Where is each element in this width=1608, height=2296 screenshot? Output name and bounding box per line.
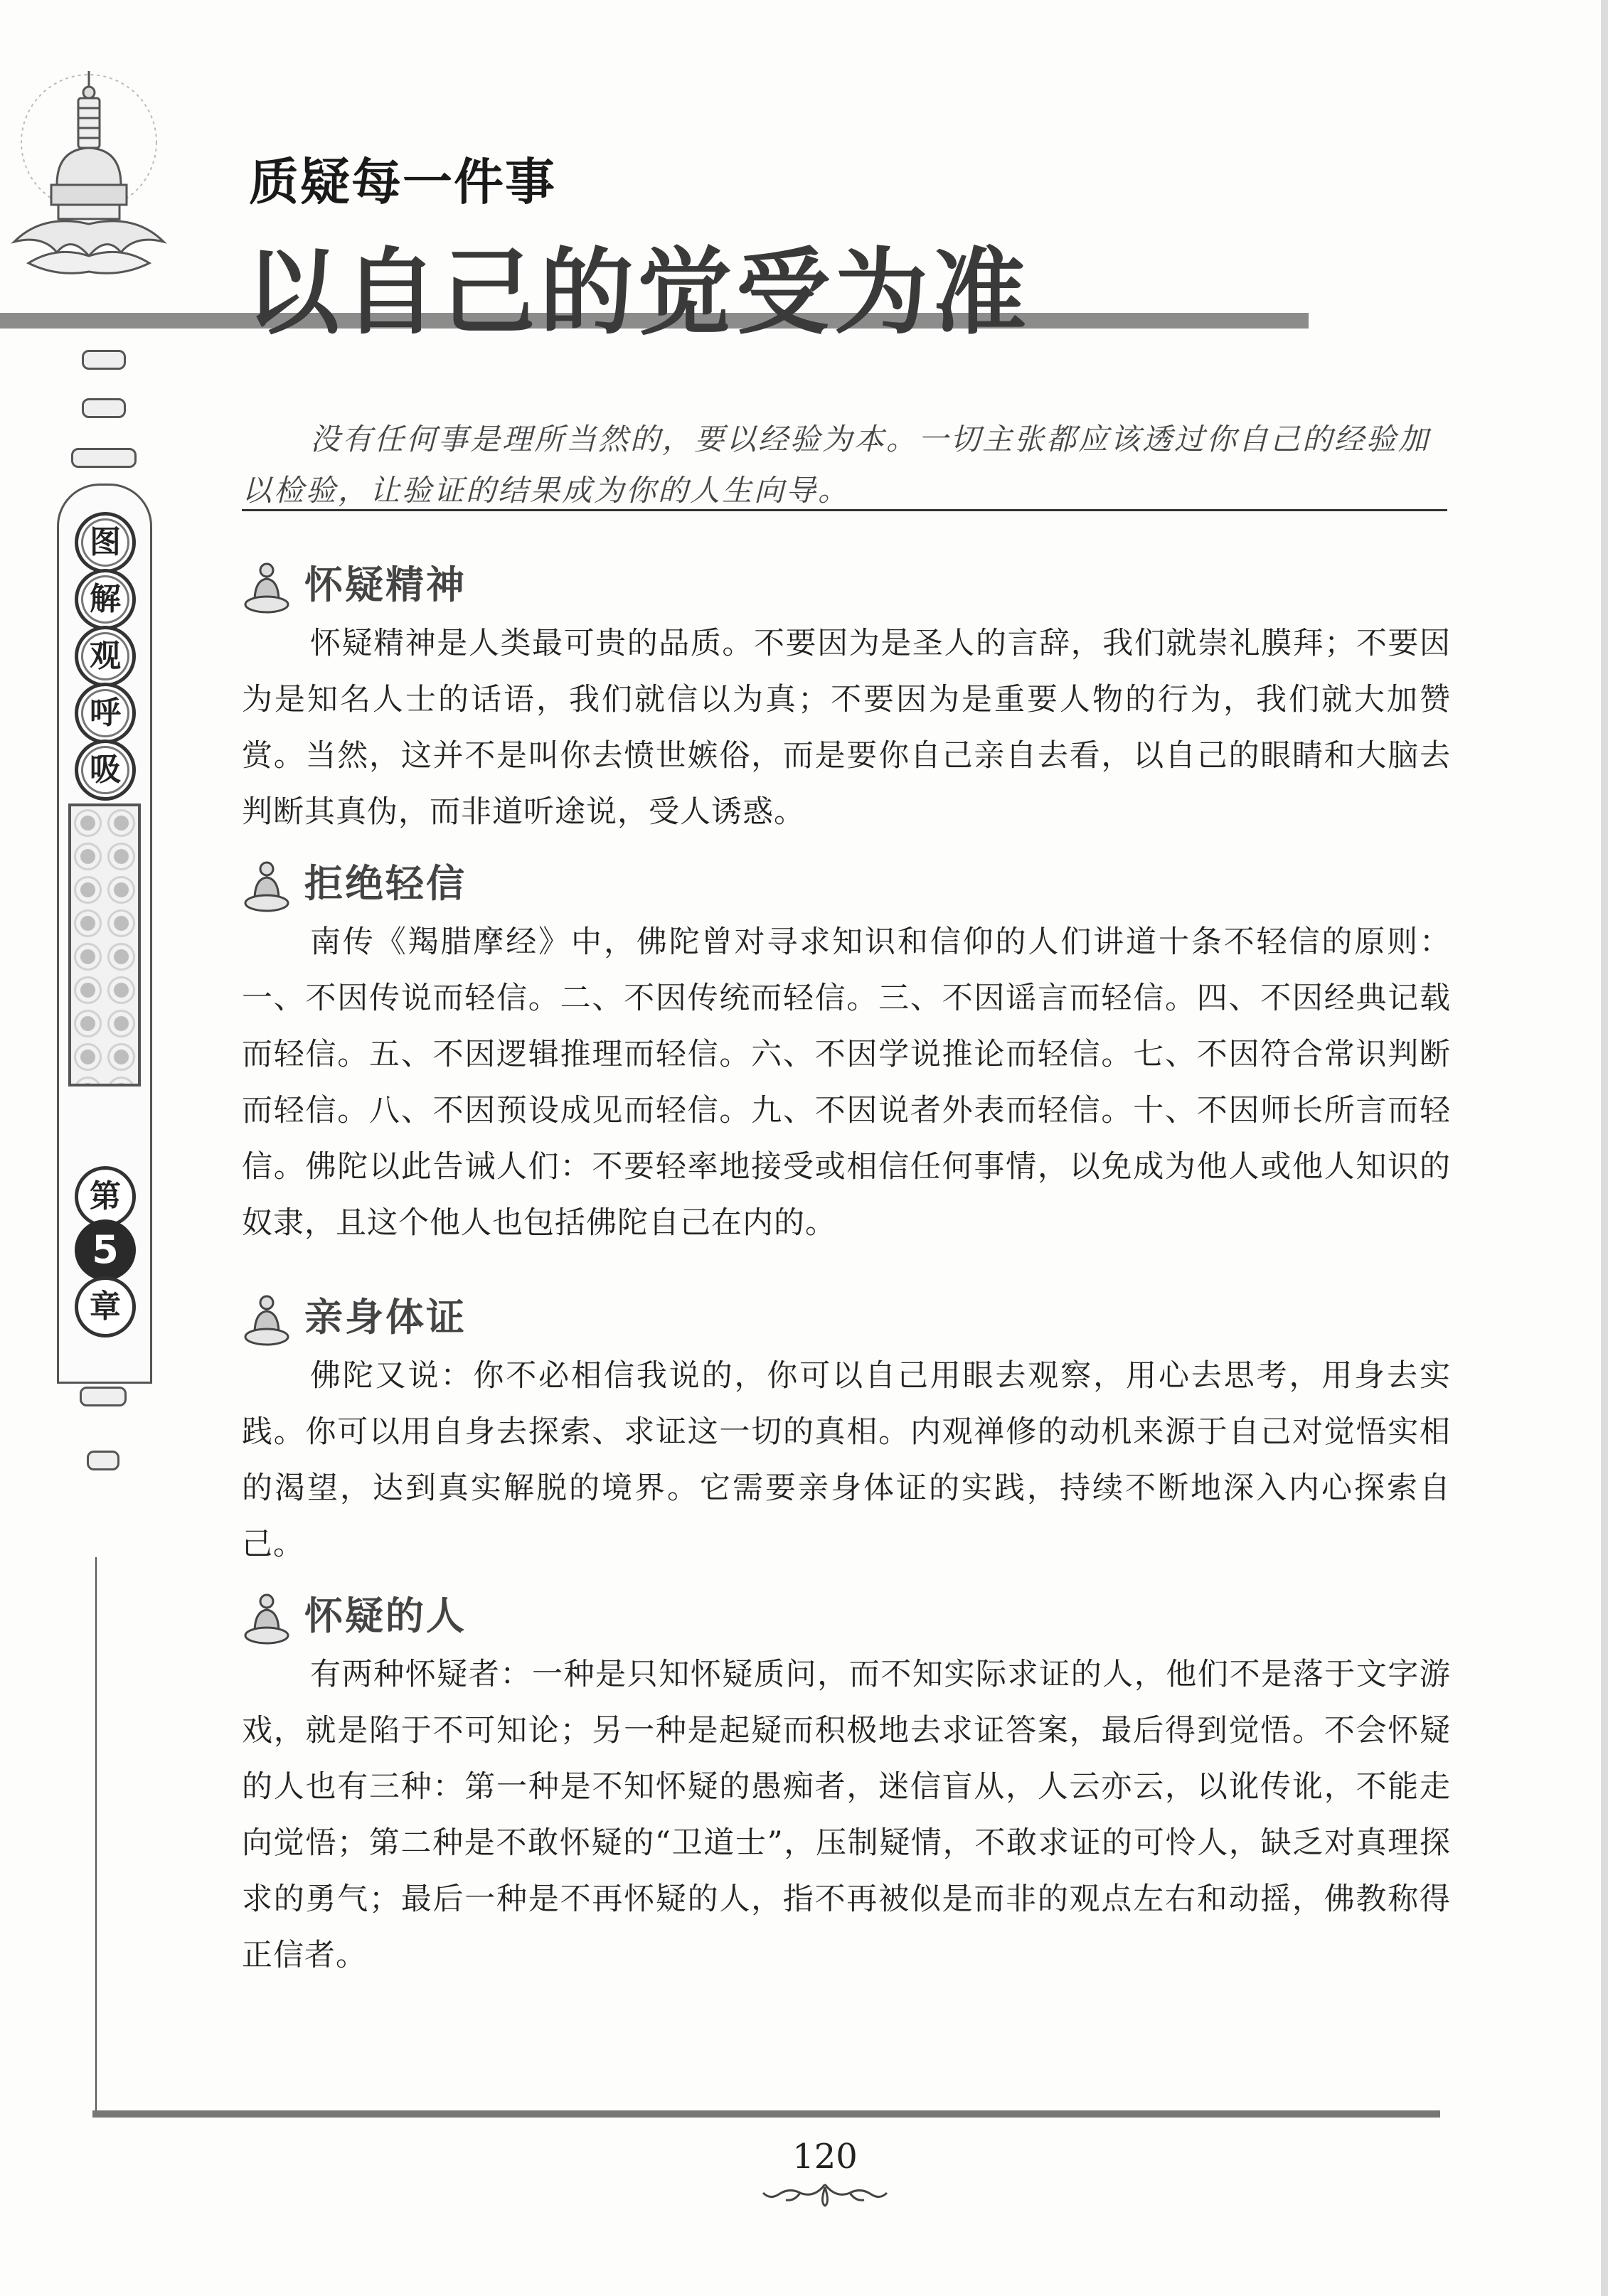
book-title-char-3: 观 [75,626,136,687]
meditating-monk-icon [242,559,292,616]
intro-divider [242,509,1447,511]
chapter-prefix: 第 [75,1166,136,1227]
footer-divider-band [92,2110,1440,2118]
page-number: 120 [792,2137,858,2177]
page-edge-shadow [1601,0,1608,2296]
meditating-monk-icon [242,1291,292,1348]
intro-paragraph: 没有任何事是理所当然的，要以经验为本。一切主张都应该透过你自己的经验加以检验，让验证的结果成为你的人生向导。 [242,422,1431,508]
book-title-char-1: 图 [75,512,136,573]
section-body: 有两种怀疑者：一种是只知怀疑质问，而不知实际求证的人，他们不是落于文字游戏，就是陷于不可知论；另一种是起疑而积极地去求证答案，最后得到觉悟。不会怀疑的人也有三种：第一种是不知怀疑的愚痴者，迷信盲从，人云亦云，以讹传讹，不能走向觉悟；第二种是不敢怀疑的“卫道士”，压制疑情，不敢求证的可怜人，缺乏对真理探求的勇气；最后一种是不再怀疑的人，指不再被似是而非的观点左右和动摇，佛教称得正信者。 [242,1657,1451,1973]
book-title-char-5: 吸 [75,739,136,801]
stupa-lotus-ornament-icon [0,64,171,306]
section-title: 拒绝轻信 [304,861,467,906]
section-reject-credulity [242,853,1451,1251]
scroll-tassel [87,1451,119,1470]
scroll-cap-base [71,448,137,468]
section-heading [242,555,1451,616]
chapter-suffix: 章 [75,1276,136,1337]
scroll-cap-top [82,350,126,370]
scroll-spine-line [95,1557,97,2112]
decorative-pattern-panel [68,803,141,1086]
section-heading [242,853,1451,914]
section-body: 怀疑精神是人类最可贵的品质。不要因为是圣人的言辞，我们就崇礼膜拜；不要因为是知名人士的话语，我们就信以为真；不要因为是重要人物的行为，我们就大加赞赏。当然，这并不是叫你去愤世嫉俗，而是要你自己亲自去看，以自己的眼睛和大脑去判断其真伪，而非道听途说，受人诱惑。 [242,626,1451,830]
scroll-cap-knob [82,398,126,418]
section-body: 佛陀又说：你不必相信我说的，你可以自己用眼去观察，用心去思考，用身去实践。你可以用自身去探索、求证这一切的真相。内观禅修的动机来源于自己对觉悟实相的渴望，达到真实解脱的境界。它需要亲身体证的实践，持续不断地深入内心探索自己。 [242,1358,1451,1562]
book-title-char-2: 解 [75,569,136,630]
section-skepticism [242,555,1451,840]
meditating-monk-icon [242,1590,292,1647]
page-title: 以自己的觉受为准 [245,238,1031,348]
chapter-number: 5 [75,1219,136,1281]
scroll-cap-bottom [80,1387,127,1406]
section-doubters [242,1586,1451,1984]
section-personal-verification [242,1287,1451,1573]
section-title: 怀疑的人 [304,1593,467,1638]
section-heading [242,1586,1451,1647]
section-title: 怀疑精神 [304,562,467,607]
section-title: 亲身体证 [304,1295,467,1340]
section-body: 南传《羯腊摩经》中，佛陀曾对寻求知识和信仰的人们讲道十条不轻信的原则：一、不因传说而轻信。二、不因传统而轻信。三、不因谣言而轻信。四、不因经典记载而轻信。五、不因逻辑推理而轻信。六、不因学说推论而轻信。七、不因符合常识判断而轻信。八、不因预设成见而轻信。九、不因说者外表而轻信。十、不因师长所言而轻信。佛陀以此告诫人们：不要轻率地接受或相信任何事情，以免成为他人或他人知识的奴隶，且这个他人也包括佛陀自己在内的。 [242,924,1451,1241]
section-heading [242,1287,1451,1348]
scroll-flourish-icon [757,2177,893,2209]
meditating-monk-icon [242,858,292,914]
book-title-char-4: 呼 [75,683,136,744]
page-kicker: 质疑每一件事 [249,153,556,211]
